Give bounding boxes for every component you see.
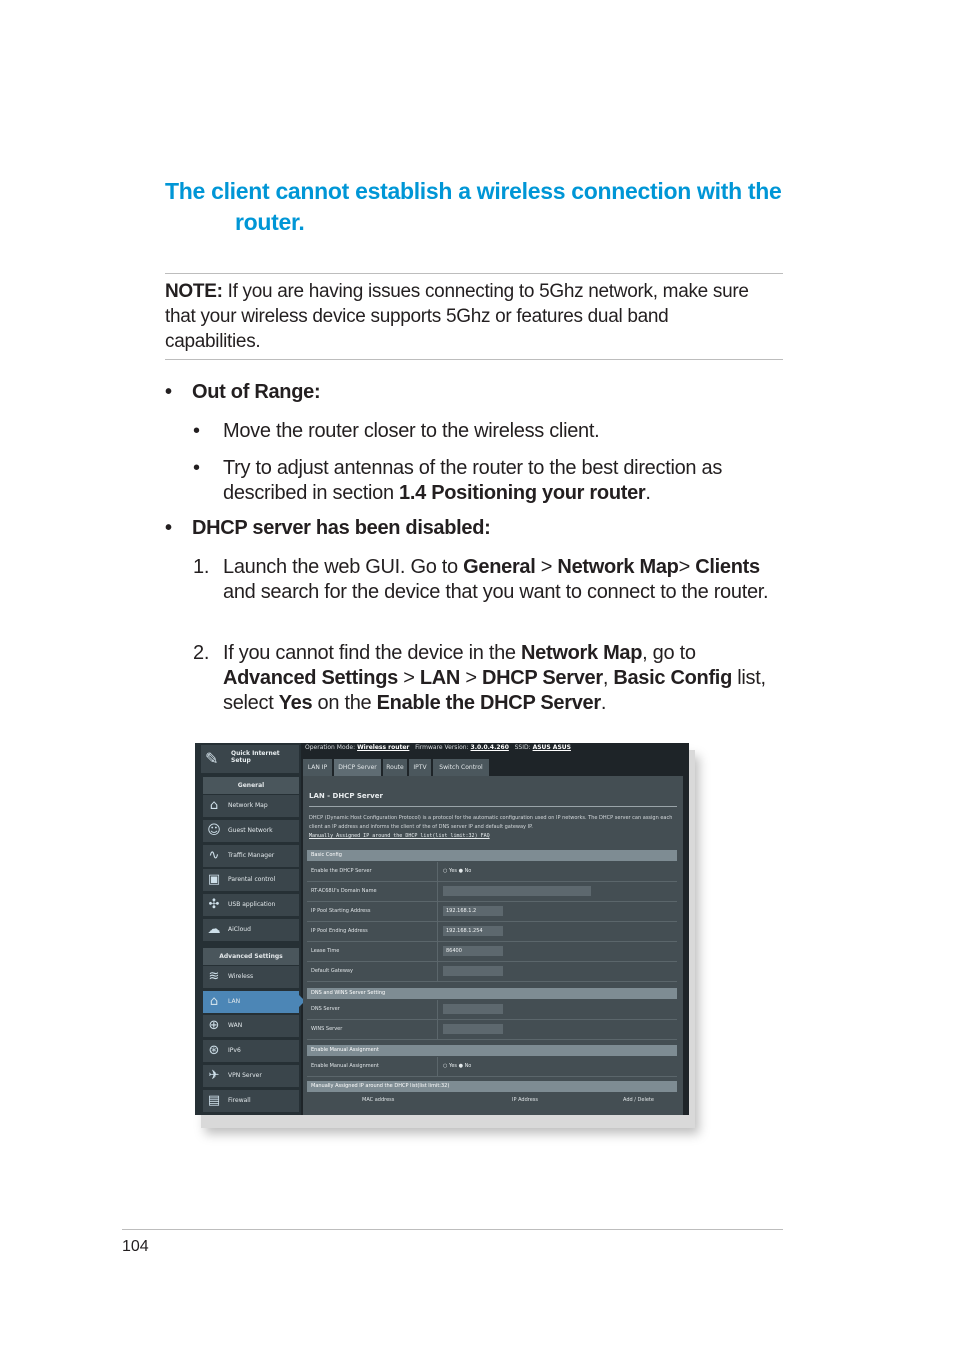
usb-icon: ✣	[208, 897, 220, 912]
list-item-text: Move the router closer to the wireless client.	[223, 420, 600, 442]
note-bottom-rule	[165, 359, 783, 360]
cloud-icon: ☁	[207, 922, 221, 937]
list-item	[193, 419, 793, 444]
manual-assignment-radio[interactable]: ○ Yes ● No	[443, 1063, 472, 1069]
enable-dhcp-radio[interactable]: ○ Yes ● No	[443, 868, 472, 874]
dns-wins-header: DNS and WINS Server Setting	[307, 988, 677, 999]
gui-status-bar: Operation Mode: Wireless router Firmware Version: 3.0.0.4.260 SSID: ASUS ASUS	[305, 744, 571, 751]
lock-icon: ▣	[207, 872, 221, 887]
sidebar-item-aicloud[interactable]: ☁ AiCloud	[203, 919, 299, 941]
manual-assign-faq-link[interactable]: Manually Assigned IP around the DHCP list(list limit:32) FAQ	[309, 833, 490, 839]
sidebar-item-firewall[interactable]: ▤ Firewall	[203, 1090, 299, 1112]
page-number: 104	[122, 1238, 149, 1255]
section-reference: 1.4 Positioning your router	[399, 482, 646, 504]
pool-start-input[interactable]: 192.168.1.2	[443, 906, 503, 916]
operation-mode-link[interactable]: Wireless router	[357, 744, 410, 751]
bullet-marker: •	[165, 517, 172, 539]
heading-text: DHCP server has been disabled:	[192, 517, 491, 539]
traffic-manager-icon: ∿	[208, 848, 220, 863]
default-gateway-input[interactable]	[443, 966, 503, 976]
firewall-icon: ▤	[207, 1093, 221, 1108]
sidebar-item-ipv6[interactable]: ⊛ IPv6	[203, 1040, 299, 1062]
guest-network-icon: ☺	[207, 823, 221, 838]
dhcp-panel	[303, 776, 683, 1115]
step-text: If you cannot find the device in the Network Map, go to Advanced Settings > LAN > DHCP Server, Basic Config list, select Yes on the Enable the DHCP Server.	[223, 642, 766, 714]
firmware-version-link[interactable]: 3.0.0.4.260	[470, 744, 509, 751]
section-title	[165, 176, 805, 238]
row-lease-time: Lease Time 86400	[307, 942, 677, 962]
step-text: Launch the web GUI. Go to General > Network Map> Clients and search for the device that you want to connect to the router.	[223, 556, 769, 603]
tab-lan-ip[interactable]: LAN IP	[303, 759, 332, 776]
step-marker: 2.	[193, 642, 210, 664]
heading-text: Out of Range:	[192, 381, 321, 403]
column-ip-address: IP Address	[512, 1097, 538, 1103]
quick-internet-setup[interactable]	[201, 745, 299, 773]
note-label: NOTE:	[165, 281, 223, 302]
heading-dhcp-disabled	[165, 517, 491, 540]
ssid-link[interactable]: ASUS ASUS	[532, 744, 571, 751]
section-title-line1: The client cannot establish a wireless connection with the	[165, 178, 782, 204]
wireless-icon: ≋	[208, 969, 220, 984]
sidebar-item-lan[interactable]: ⌂ LAN	[203, 991, 299, 1013]
sidebar-item-usb-application[interactable]: ✣ USB application	[203, 894, 299, 916]
column-add-delete: Add / Delete	[623, 1097, 654, 1103]
step-1	[193, 555, 793, 605]
router-gui-screenshot	[195, 743, 689, 1115]
panel-divider	[309, 806, 677, 807]
row-pool-start: IP Pool Starting Address 192.168.1.2	[307, 902, 677, 922]
row-wins-server: WINS Server	[307, 1020, 677, 1040]
sidebar-item-wireless[interactable]: ≋ Wireless	[203, 966, 299, 988]
row-domain-name: RT-AC68U's Domain Name	[307, 882, 677, 902]
pool-end-input[interactable]: 192.168.1.254	[443, 926, 503, 936]
heading-out-of-range	[165, 381, 320, 404]
tab-dhcp-server[interactable]: DHCP Server	[334, 759, 381, 776]
list-item-text: Try to adjust antennas of the router to the best direction as described in section 1.4 Positioning your router.	[223, 457, 723, 504]
wand-icon: ✎	[205, 749, 219, 768]
lease-time-input[interactable]: 86400	[443, 946, 503, 956]
dns-server-input[interactable]	[443, 1004, 503, 1014]
column-mac-address: MAC address	[362, 1097, 395, 1103]
bullet-marker: •	[165, 381, 172, 403]
step-2	[193, 641, 793, 716]
note-box	[165, 279, 765, 354]
tab-route[interactable]: Route	[383, 759, 407, 776]
general-header: General	[203, 777, 299, 794]
vpn-icon: ✈	[208, 1068, 220, 1083]
sidebar-item-guest-network[interactable]: ☺ Guest Network	[203, 820, 299, 842]
globe-icon: ⊕	[208, 1018, 220, 1033]
step-marker: 1.	[193, 556, 210, 578]
list-item	[193, 456, 793, 506]
quick-setup-label: Quick Internet Setup	[231, 750, 280, 764]
gui-sidebar	[195, 743, 301, 1115]
sidebar-item-parental-control[interactable]: ▣ Parental control	[203, 869, 299, 891]
row-pool-end: IP Pool Ending Address 192.168.1.254	[307, 922, 677, 942]
domain-name-input[interactable]	[443, 886, 591, 896]
row-dns-server: DNS Server	[307, 1000, 677, 1020]
list-marker: •	[193, 457, 200, 479]
network-map-icon: ⌂	[209, 798, 219, 813]
panel-title: LAN - DHCP Server	[309, 792, 383, 800]
tab-switch-control[interactable]: Switch Control	[433, 759, 489, 776]
sidebar-item-traffic-manager[interactable]: ∿ Traffic Manager	[203, 845, 299, 867]
advanced-settings-header: Advanced Settings	[203, 948, 299, 965]
sidebar-item-vpn-server[interactable]: ✈ VPN Server	[203, 1065, 299, 1087]
panel-description: DHCP (Dynamic Host Configuration Protocol) is a protocol for the automatic configuration used on IP networks. The DHCP server can assign each client an IP address and informs the client of the of DNS server IP and default gateway IP.	[309, 815, 673, 830]
sidebar-item-network-map[interactable]: ⌂ Network Map	[203, 795, 299, 817]
lan-icon: ⌂	[209, 994, 219, 1009]
ipv6-icon: ⊛	[208, 1043, 220, 1058]
sidebar-item-wan[interactable]: ⊕ WAN	[203, 1015, 299, 1037]
manual-list-table-header	[307, 1094, 677, 1106]
row-manual-assignment: Enable Manual Assignment ○ Yes ● No	[307, 1057, 677, 1077]
note-top-rule	[165, 273, 783, 274]
section-title-line2: router.	[235, 209, 305, 235]
list-marker: •	[193, 420, 200, 442]
wins-server-input[interactable]	[443, 1024, 503, 1034]
manual-assignment-header: Enable Manual Assignment	[307, 1045, 677, 1056]
footer-rule	[122, 1229, 783, 1230]
row-enable-dhcp: Enable the DHCP Server ○ Yes ● No	[307, 862, 677, 882]
note-text: If you are having issues connecting to 5Ghz network, make sure that your wireless device supports 5Ghz or features dual band capabilities.	[165, 281, 749, 352]
basic-config-header: Basic Config	[307, 850, 677, 861]
tab-iptv[interactable]: IPTV	[409, 759, 431, 776]
manual-list-header: Manually Assigned IP around the DHCP list(list limit:32)	[307, 1081, 677, 1092]
row-default-gateway: Default Gateway	[307, 962, 677, 982]
